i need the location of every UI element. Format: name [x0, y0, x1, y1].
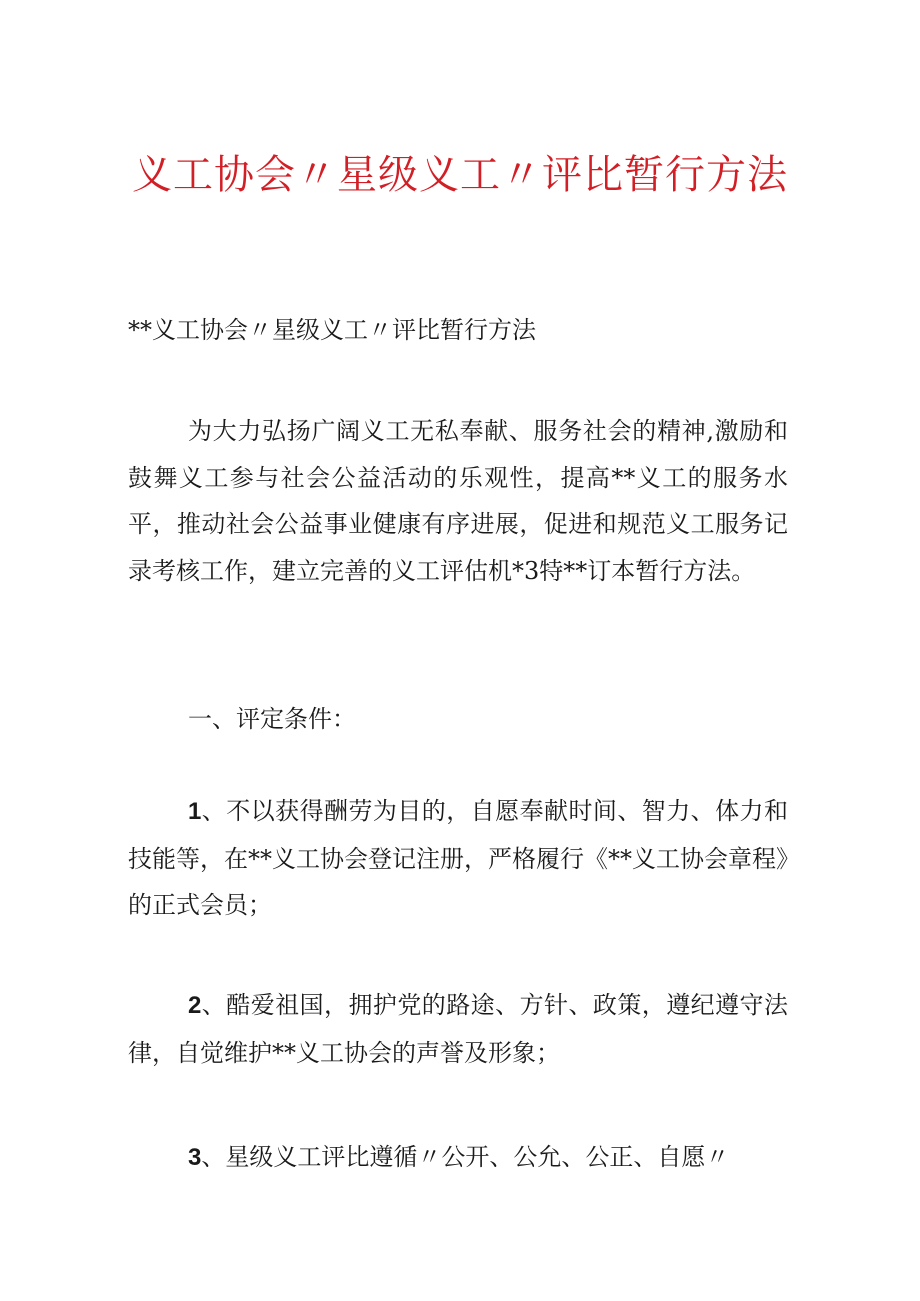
item-number: 1: [188, 798, 202, 825]
section-heading: 一、评定条件：: [188, 705, 356, 733]
document-subtitle: **义工协会〃星级义工〃评比暂行方法: [128, 316, 536, 344]
condition-item-1: [128, 788, 788, 929]
item-text: 、星级义工评比遵循〃公开、公允、公正、自愿〃: [201, 1143, 730, 1171]
condition-item-2: [128, 982, 788, 1076]
item-number: 3: [188, 1144, 202, 1171]
item-text: 、酷爱祖国，拥护党的路途、方针、政策，遵纪遵守法律，自觉维护**义工协会的声誉及形象；: [128, 991, 788, 1067]
intro-paragraph: 为大力弘扬广阔义工无私奉献、服务社会的精神,激励和鼓舞义工参与社会公益活动的乐观性，提高**义工的服务水平，推动社会公益事业健康有序进展，促进和规范义工服务记录考核工作，建立完善的义工评估机*3特**订本暂行方法。: [128, 417, 788, 585]
item-number: 2: [188, 992, 202, 1019]
document-title: 义工协会〃星级义工〃评比暂行方法: [132, 152, 788, 198]
condition-item-3: [128, 1134, 788, 1182]
item-text: 、不以获得酬劳为目的，自愿奉献时间、智力、体力和技能等，在**义工协会登记注册，严格履行《**义工协会章程》的正式会员；: [128, 797, 788, 919]
